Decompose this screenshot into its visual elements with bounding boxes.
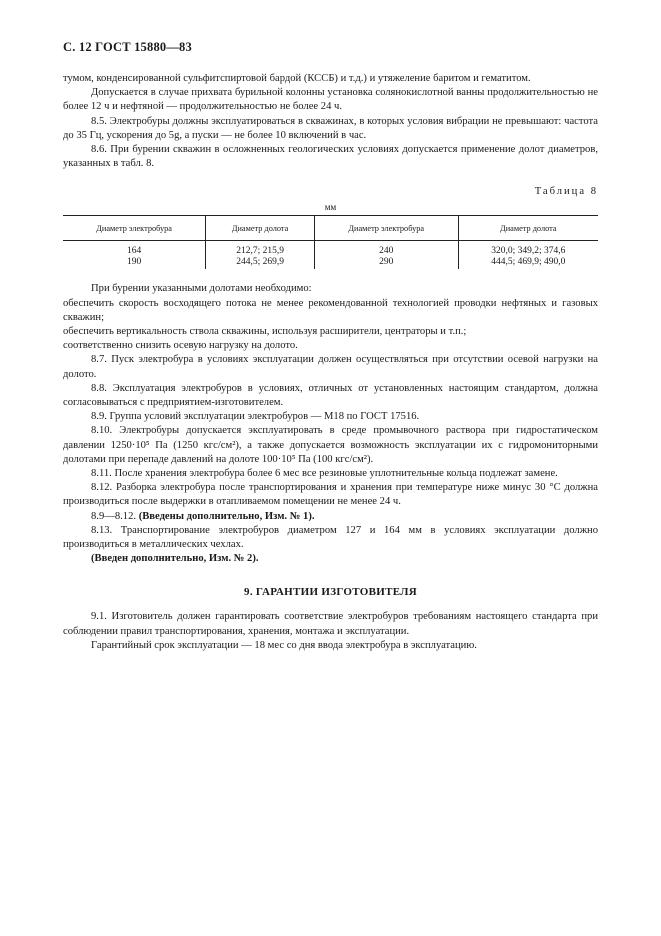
table-row [63,241,598,270]
paragraph-requirement-2: обеспечить вертикальность ствола скважины, используя расширители, центраторы и т.п.; [63,326,467,338]
table-header-cell: Диаметр электробура [314,216,458,241]
amendment-note-1-text: (Введены дополнительно, Изм. № 1). [138,510,315,522]
amendment-note-1-range: 8.9—8.12. [91,510,137,522]
paragraph-8-7: 8.7. Пуск электробура в условиях эксплуатации должен осуществляться при отсутствии осевой нагрузки на долото. [63,354,598,380]
paragraph-9-1: 9.1. Изготовитель должен гарантировать соответствие электробуров требованиям настоящего стандарта при соблюдении правил транспортирования, хранения, монтажа и эксплуатации. [63,611,598,637]
table-cell-doloto-1: 212,7; 215,9 244,5; 269,9 [206,241,315,270]
paragraph-8-12: 8.12. Разборка электробура после транспортирования и хранения при температуре ниже минус 30 °С должна производиться после выдержки в отапливаемом помещении не менее 24 ч. [63,482,598,508]
paragraph-8-11: 8.11. После хранения электробура более 6 мес все резиновые уплотнительные кольца подлежат замене. [91,468,558,480]
table-header-cell: Диаметр долота [206,216,315,241]
table-cell-doloto-2: 320,0; 349,2; 374,6 444,5; 469,9; 490,0 [458,241,598,270]
table-units: мм [324,202,337,213]
paragraph-8-5: 8.5. Электробуры должны эксплуатироваться в скважинах, в которых условия вибрации не превышают: частота до 35 Гц, ускорения до 5g, а пуски — не более 10 включений в час. [63,115,598,141]
paragraph-warranty-term: Гарантийный срок эксплуатации — 18 мес со дня ввода электробура в эксплуатацию. [91,639,477,651]
paragraph-8-9: 8.9. Группа условий эксплуатации электробуров — М18 по ГОСТ 17516. [91,411,420,423]
paragraph-8-8: 8.8. Эксплуатация электробуров в условиях, отличных от установленных настоящим стандартом, должна согласовываться с предприятием-изготовителем. [63,382,598,409]
paragraph-8-13: 8.13. Транспортирование электробуров диаметром 127 и 164 мм в условиях эксплуатации должно производиться в металлических чехлах. [63,524,598,551]
paragraph-8-10: 8.10. Электробуры допускается эксплуатировать в среде промывочного раствора при гидростатическом давлении 1250·10⁵ Па (1250 кгс/см²), а также допускается возможность эксплуатации их с гидромониторными долотами при перепаде давлений на долоте 100·10⁵ Па (100 кгс/см²). [63,425,598,465]
table-cell-electrobur-1: 164 190 [127,246,142,267]
section-9-title: 9. ГАРАНТИИ ИЗГОТОВИТЕЛЯ [244,586,417,599]
table-caption: Таблица 8 [534,186,598,198]
table-cell-electrobur-2: 240 290 [314,241,458,270]
document-page [63,40,598,653]
paragraph-prikhvat: Допускается в случае прихвата бурильной колонны установка солянокислотной ванны продолжительностью не более 12 ч и нефтяной — продолжительностью не более 24 ч. [63,87,598,113]
table-header-cell: Диаметр электробура [63,216,206,241]
amendment-note-2: (Введен дополнительно, Изм. № 2). [91,553,259,565]
paragraph-requirement-3: соответственно снизить осевую нагрузку на долото. [63,340,298,352]
paragraph-continuation: тумом, конденсированной сульфитспиртовой бардой (КССБ) и т.д.) и утяжеление баритом и гематитом. [63,73,531,84]
page-header: С. 12 ГОСТ 15880—83 [63,40,192,54]
paragraph-requirement-1: обеспечить скорость восходящего потока не менее рекомендованной технологией проводки нефтяных и газовых скважин; [63,297,598,323]
table-header-row [63,216,598,241]
table-header-cell: Диаметр долота [458,216,598,241]
amendment-note-1 [63,510,598,524]
paragraph-requirements-intro: При бурении указанными долотами необходимо: [91,283,312,295]
table-8 [63,215,598,269]
paragraph-8-6: 8.6. При бурении скважин в осложненных геологических условиях допускается применение долот диаметров, указанных в табл. 8. [63,144,598,170]
